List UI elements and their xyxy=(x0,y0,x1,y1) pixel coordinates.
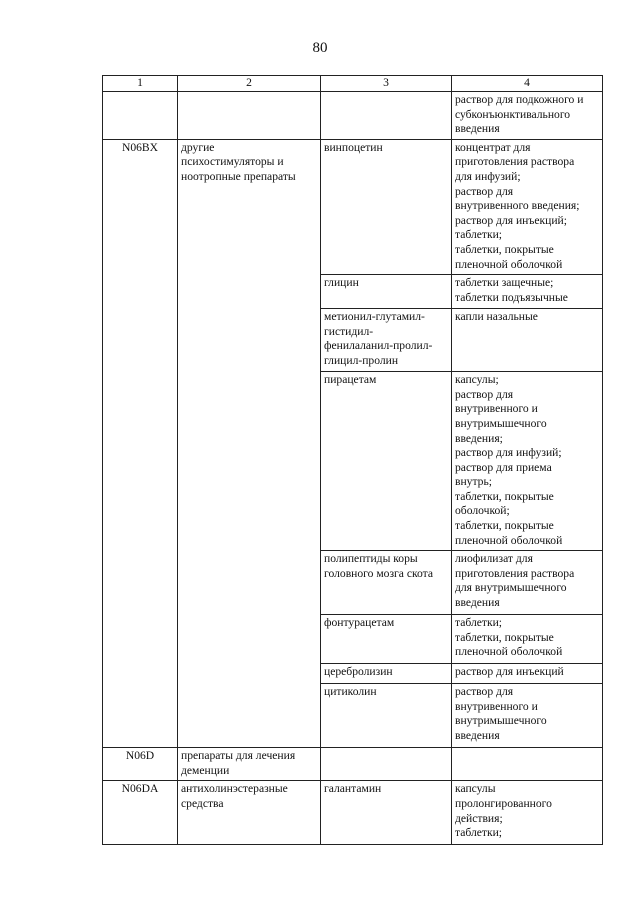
forms-cell xyxy=(452,748,603,781)
atc-code-cell: N06DA xyxy=(103,781,178,845)
forms-cell: раствор для инъекций xyxy=(452,664,603,684)
page-number: 80 xyxy=(312,40,328,56)
forms-cell: раствор для подкожного и субконъюнктивального введения xyxy=(452,92,603,140)
drug-cell: цитиколин xyxy=(321,684,452,748)
header-col-2: 2 xyxy=(178,76,321,92)
header-col-4: 4 xyxy=(452,76,603,92)
drug-cell: пирацетам xyxy=(321,372,452,551)
drug-cell: фонтурацетам xyxy=(321,615,452,664)
group-cell: препараты для лечения деменции xyxy=(178,748,321,781)
forms-cell: таблетки; таблетки, покрытые пленочной оболочкой xyxy=(452,615,603,664)
drug-table xyxy=(102,75,603,845)
forms-cell: концентрат для приготовления раствора для инфузий; раствор для внутривенного введения; раствор для инъекций; таблетки; таблетки, покрытые пленочной оболочкой xyxy=(452,139,603,274)
drug-cell: церебролизин xyxy=(321,664,452,684)
drug-cell xyxy=(321,92,452,140)
drug-cell: винпоцетин xyxy=(321,139,452,274)
group-cell xyxy=(178,92,321,140)
table-row xyxy=(103,781,603,845)
table-row xyxy=(103,748,603,781)
forms-cell: таблетки защечные; таблетки подъязычные xyxy=(452,275,603,309)
drug-cell: глицин xyxy=(321,275,452,309)
header-col-1: 1 xyxy=(103,76,178,92)
atc-code-cell xyxy=(103,92,178,140)
forms-cell: раствор для внутривенного и внутримышечного введения xyxy=(452,684,603,748)
header-col-3: 3 xyxy=(321,76,452,92)
atc-code-cell: N06BX xyxy=(103,139,178,747)
drug-cell: метионил-глутамил- гистидил- фенилаланил-пролил- глицил-пролин xyxy=(321,309,452,372)
group-cell: другие психостимуляторы и ноотропные препараты xyxy=(178,139,321,747)
group-cell: антихолинэстеразные средства xyxy=(178,781,321,845)
forms-cell: капсулы пролонгированного действия; таблетки; xyxy=(452,781,603,845)
drug-cell xyxy=(321,748,452,781)
table-row xyxy=(103,139,603,274)
forms-cell: капсулы; раствор для внутривенного и внутримышечного введения; раствор для инфузий; раствор для приема внутрь; таблетки, покрытые оболочкой; таблетки, покрытые пленочной оболочкой xyxy=(452,372,603,551)
forms-cell: лиофилизат для приготовления раствора для внутримышечного введения xyxy=(452,551,603,615)
drug-cell: галантамин xyxy=(321,781,452,845)
forms-cell: капли назальные xyxy=(452,309,603,372)
table-header-row xyxy=(103,76,603,92)
drug-cell: полипептиды коры головного мозга скота xyxy=(321,551,452,615)
atc-code-cell: N06D xyxy=(103,748,178,781)
table-row xyxy=(103,92,603,140)
